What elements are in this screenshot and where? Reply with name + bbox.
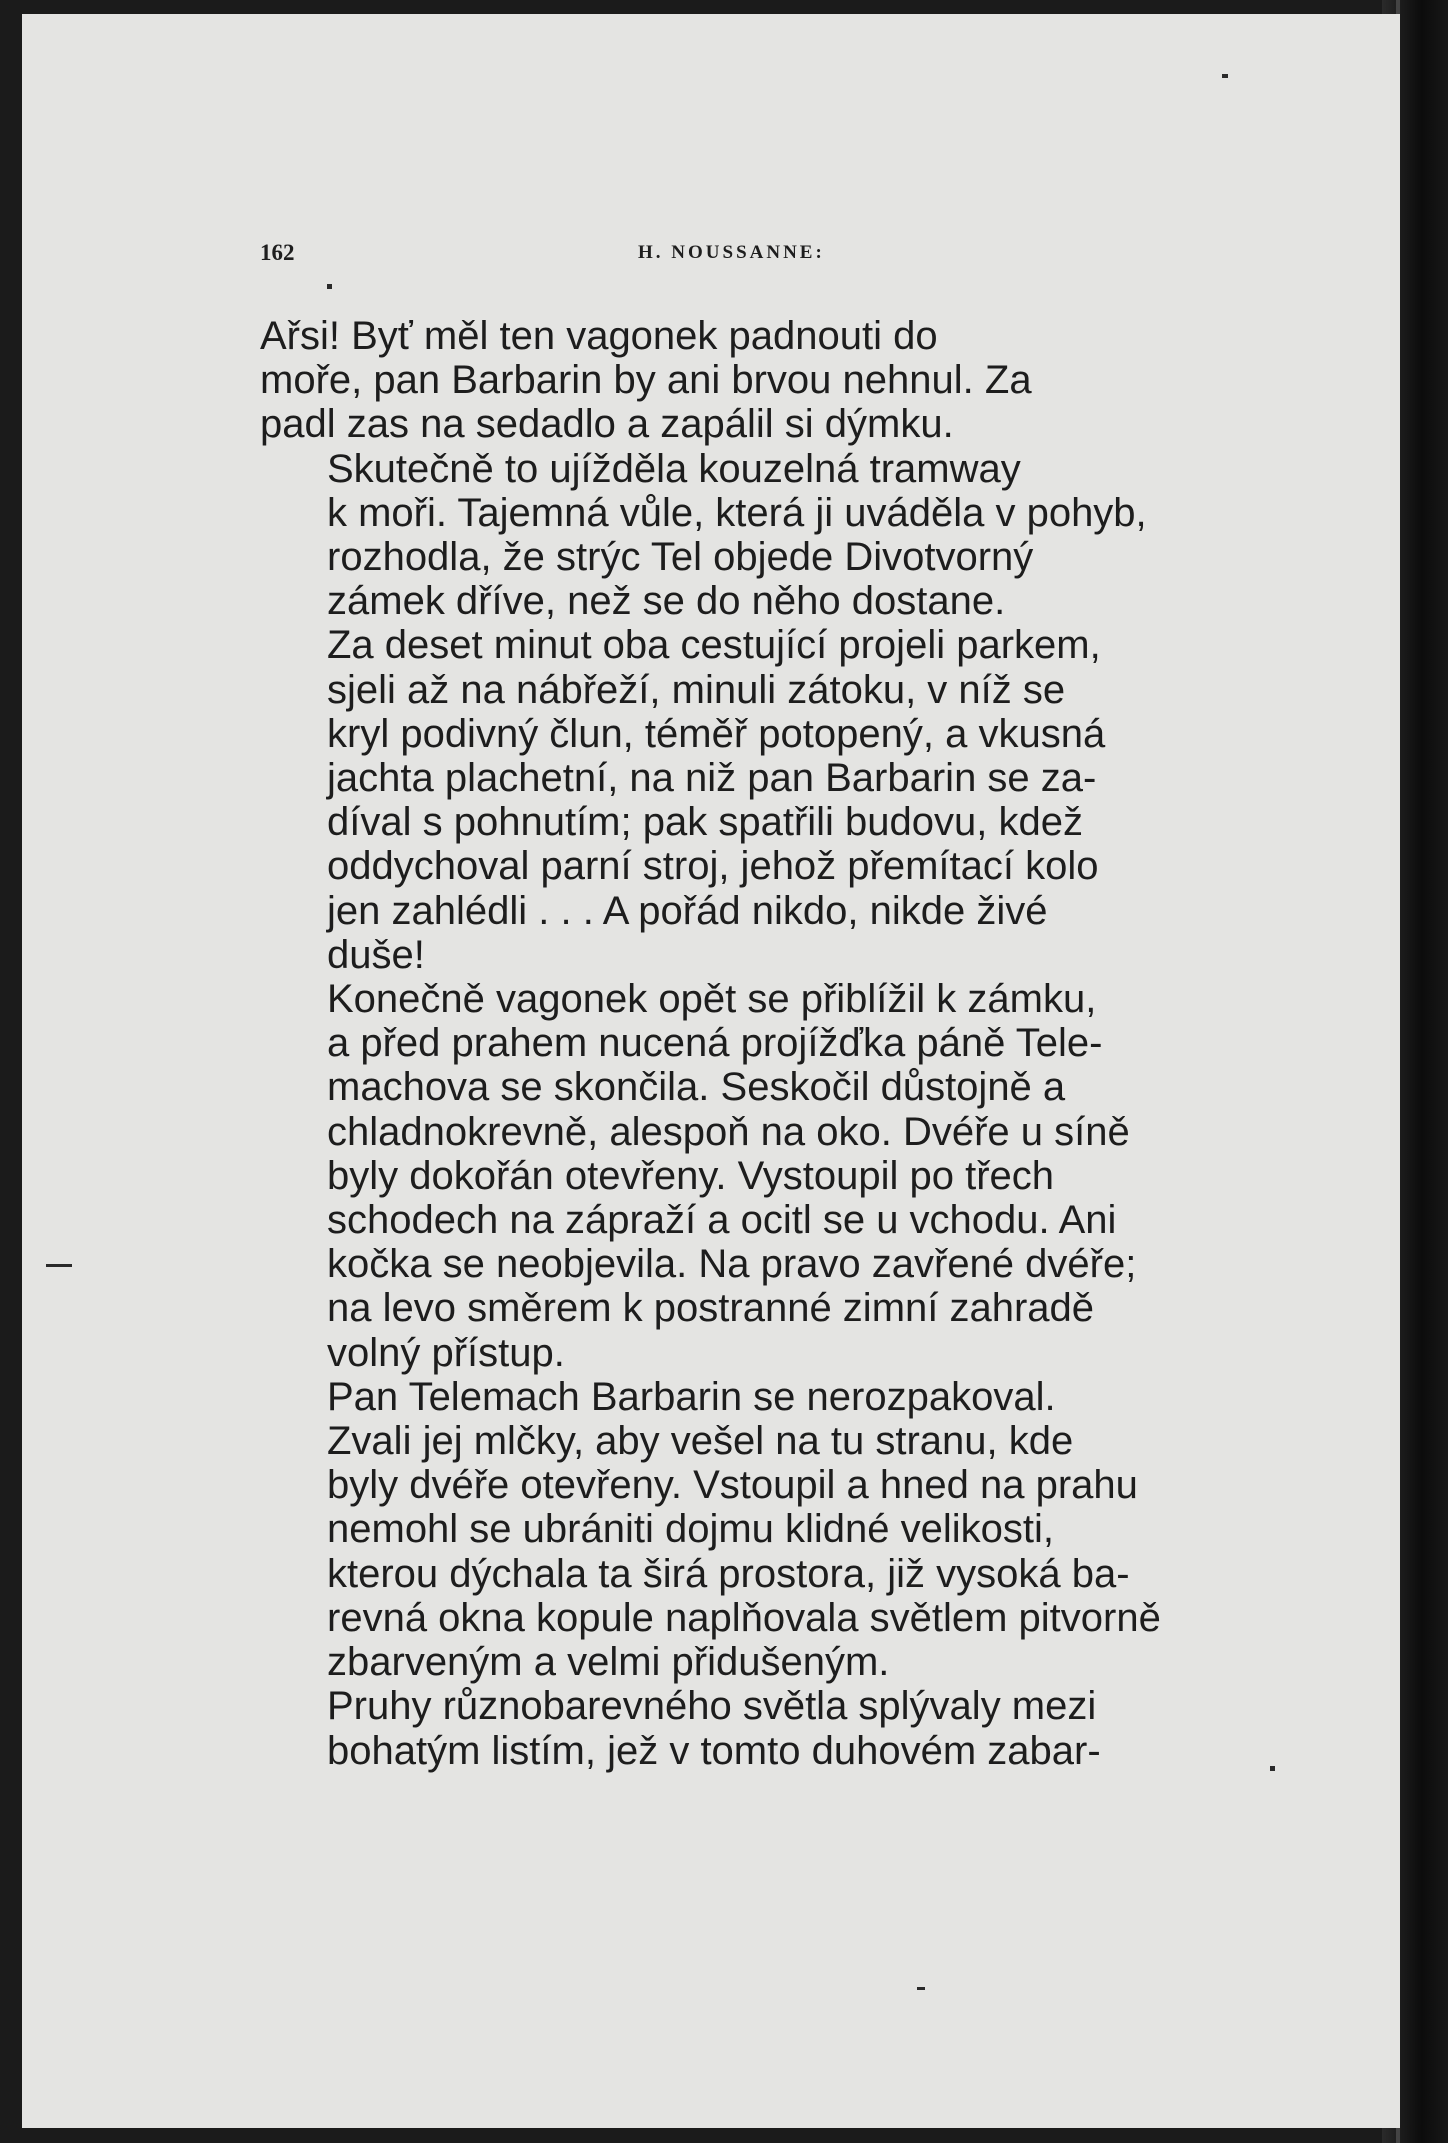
text-line: Pruhy různobarevného světla splývaly mezi: [327, 1684, 1097, 1729]
text-line: kterou dýchala ta širá prostora, již vysoká ba-: [327, 1551, 1130, 1596]
dust-speck: [327, 284, 332, 289]
body-text: [260, 314, 1226, 1773]
text-line: jen zahlédli . . . A pořád nikdo, nikde živé: [327, 888, 1048, 933]
dust-speck: [1270, 1766, 1275, 1771]
text-line: moře, pan Barbarin by ani brvou nehnul. Za: [260, 358, 1032, 403]
page-number: 162: [260, 240, 295, 265]
text-line: Za deset minut oba cestující projeli parkem,: [327, 623, 1101, 668]
text-line: zbarveným a velmi přidušeným.: [327, 1640, 890, 1685]
paragraph: [260, 447, 1226, 624]
text-line: na levo směrem k postranné zimní zahradě: [327, 1286, 1095, 1331]
text-line: machova se skončila. Seskočil důstojně a: [327, 1065, 1066, 1110]
dust-speck: [46, 1264, 72, 1267]
text-line: volný přístup.: [327, 1330, 565, 1375]
text-line: oddychoval parní stroj, jehož přemítací kolo: [327, 844, 1099, 889]
text-line: sjeli až na nábřeží, minuli zátoku, v níž se: [327, 667, 1066, 712]
text-line: byly dvéře otevřeny. Vstoupil a hned na prahu: [327, 1463, 1138, 1508]
running-head: H. NOUSSANNE:: [638, 242, 825, 263]
page-header: [260, 240, 1225, 270]
text-line: jachta plachetní, na niž pan Barbarin se za-: [327, 756, 1097, 801]
text-line: a před prahem nucená projížďka páně Tele-: [327, 1021, 1103, 1066]
paragraph: [260, 623, 1226, 977]
text-line: Pan Telemach Barbarin se nerozpakoval.: [327, 1374, 1056, 1419]
text-line: Konečně vagonek opět se přiblížil k zámku,: [327, 977, 1097, 1022]
text-line: rozhodla, že strýc Tel objede Divotvorný: [327, 535, 1034, 580]
paragraph: [260, 977, 1226, 1375]
text-line: Skutečně to ujížděla kouzelná tramway: [327, 446, 1021, 491]
dust-speck: [1222, 74, 1228, 78]
dust-speck: [917, 1987, 925, 1990]
paragraph: [260, 1684, 1226, 1772]
text-line: díval s pohnutím; pak spatřili budovu, kdež: [327, 800, 1083, 845]
paragraph: [260, 1375, 1226, 1684]
text-line: revná okna kopule naplňovala světlem pitvorně: [327, 1595, 1161, 1640]
text-line: byly dokořán otevřeny. Vystoupil po třech: [327, 1153, 1055, 1198]
text-line: k moři. Tajemná vůle, která ji uváděla v pohyb,: [327, 490, 1147, 535]
text-line: duše!: [327, 932, 425, 977]
paragraph: [260, 314, 1226, 447]
text-line: kočka se neobjevila. Na pravo zavřené dvéře;: [327, 1242, 1137, 1287]
text-line: nemohl se ubrániti dojmu klidné velikosti,: [327, 1507, 1055, 1552]
text-line: padl zas na sedadlo a zapálil si dýmku.: [260, 402, 954, 447]
text-line: chladnokrevně, alespoň na oko. Dvéře u síně: [327, 1109, 1130, 1154]
text-line: kryl podivný člun, téměř potopený, a vkusná: [327, 711, 1106, 756]
text-line: schodech na zápraží a ocitl se u vchodu. Ani: [327, 1198, 1117, 1243]
text-line: Ařsi! Byť měl ten vagonek padnouti do: [260, 314, 938, 358]
text-line: Zvali jej mlčky, aby vešel na tu stranu, kde: [327, 1419, 1074, 1464]
text-line: bohatým listím, jež v tomto duhovém zabar-: [327, 1728, 1101, 1773]
text-line: zámek dříve, než se do něho dostane.: [327, 579, 1006, 624]
